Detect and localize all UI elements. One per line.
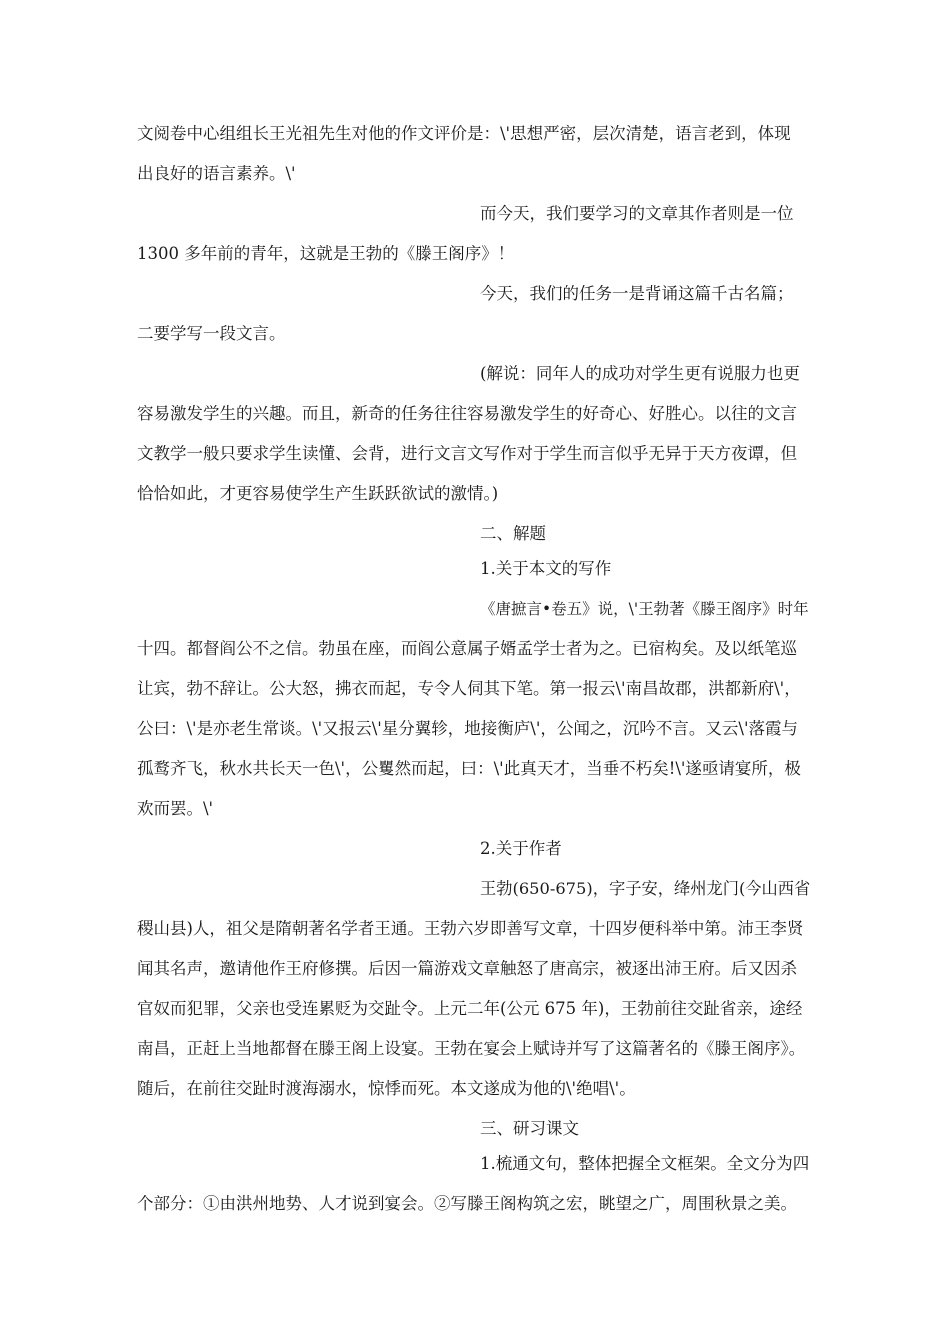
commentary-line: 容易激发学生的兴趣。而且，新奇的任务往往容易激发学生的好奇心、好胜心。以往的文言 bbox=[137, 404, 797, 423]
paragraph-line: 1300 多年前的青年，这就是王勃的《滕王阁序》！ bbox=[137, 244, 515, 263]
paragraph-line: 出良好的语言素养。\' bbox=[137, 164, 296, 183]
subsection-heading: 2.关于作者 bbox=[480, 839, 562, 858]
section-heading: 二、解题 bbox=[480, 524, 546, 543]
paragraph-line: 文阅卷中心组组长王光祖先生对他的作文评价是：\'思想严密，层次清楚，语言老到，体现 bbox=[137, 124, 791, 143]
subsection-heading: 1.关于本文的写作 bbox=[480, 559, 612, 578]
paragraph-line: 公曰：\'是亦老生常谈。\'又报云\'星分翼轸，地接衡庐\'，公闻之，沉吟不言。又云\'落霞与 bbox=[137, 719, 798, 738]
paragraph-line: 个部分：①由洪州地势、人才说到宴会。②写滕王阁构筑之宏，眺望之广，周围秋景之美。 bbox=[137, 1194, 797, 1213]
paragraph-line: 闻其名声，邀请他作王府修撰。后因一篇游戏文章触怒了唐高宗，被逐出沛王府。后又因杀 bbox=[137, 959, 797, 978]
paragraph-line: 孤鹜齐飞，秋水共长天一色\'，公矍然而起，曰：\'此真天才，当垂不朽矣!\'遂亟请宴所，极 bbox=[137, 759, 801, 778]
commentary-line: (解说：同年人的成功对学生更有说服力也更 bbox=[480, 364, 800, 383]
paragraph-line: 今天，我们的任务一是背诵这篇千古名篇； bbox=[480, 284, 794, 303]
paragraph-line: 《唐摭言•卷五》说，\'王勃著《滕王阁序》时年 bbox=[480, 600, 809, 618]
paragraph-line: 而今天，我们要学习的文章其作者则是一位 bbox=[480, 204, 794, 223]
commentary-line: 恰恰如此，才更容易使学生产生跃跃欲试的激情。) bbox=[137, 484, 499, 503]
paragraph-line: 1.梳通文句，整体把握全文框架。全文分为四 bbox=[480, 1154, 810, 1173]
paragraph-line: 十四。都督阎公不之信。勃虽在座，而阎公意属子婿孟学士者为之。已宿构矣。及以纸笔巡 bbox=[137, 639, 797, 658]
paragraph-line: 随后，在前往交趾时渡海溺水，惊悸而死。本文遂成为他的\'绝唱\'。 bbox=[137, 1079, 636, 1098]
section-heading: 三、研习课文 bbox=[480, 1119, 579, 1138]
paragraph-line: 二要学写一段文言。 bbox=[137, 324, 286, 343]
paragraph-line: 南昌，正赶上当地都督在滕王阁上设宴。王勃在宴会上赋诗并写了这篇著名的《滕王阁序》。 bbox=[137, 1039, 806, 1058]
paragraph-line: 让宾，勃不辞让。公大怒，拂衣而起，专令人伺其下笔。第一报云\'南昌故郡，洪都新府\'， bbox=[137, 679, 801, 698]
paragraph-line: 欢而罢。\' bbox=[137, 799, 214, 818]
paragraph-line: 稷山县)人，祖父是隋朝著名学者王通。王勃六岁即善写文章，十四岁便科举中第。沛王李贤 bbox=[137, 919, 804, 938]
paragraph-line: 官奴而犯罪，父亲也受连累贬为交趾令。上元二年(公元 675 年)，王勃前往交趾省亲，途经 bbox=[137, 999, 803, 1018]
paragraph-line: 王勃(650-675)，字子安，绛州龙门(今山西省 bbox=[480, 879, 811, 898]
commentary-line: 文教学一般只要求学生读懂、会背，进行文言文写作对于学生而言似乎无异于天方夜谭，但 bbox=[137, 444, 797, 463]
